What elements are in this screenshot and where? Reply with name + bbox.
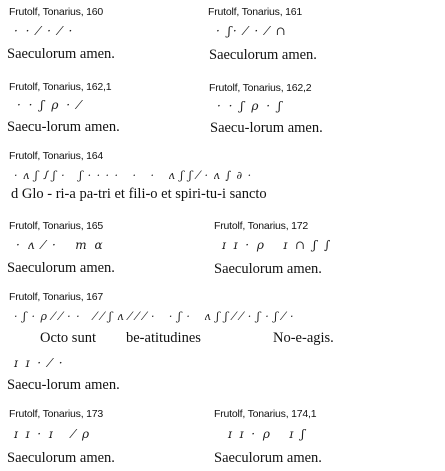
- chant-text: Saeculorum amen.: [7, 450, 115, 466]
- neume-notation: ɪ ɪ · ɪ ⁄ ρ: [14, 427, 92, 441]
- source-label: Frutolf, Tonarius, 167: [9, 291, 104, 303]
- chant-text: Saeculorum amen.: [7, 260, 115, 276]
- source-label: Frutolf, Tonarius, 172: [214, 220, 309, 232]
- chant-text: Saeculorum amen.: [214, 261, 322, 277]
- chant-text: d Glo - ri-a pa-tri et fili-o et spiri-tu-i sancto: [11, 186, 267, 202]
- neume-notation: · ʃ · ρ ⁄ ⁄ · · ⁄ ⁄ ʃ ʌ ⁄ ⁄ ⁄ · · ʃ · ʌ ʃ ʃ ⁄ ⁄ · ʃ · ʃ ⁄ ·: [14, 310, 295, 323]
- source-label: Frutolf, Tonarius, 160: [9, 6, 104, 18]
- neume-notation: · ʌ ⁄ · m ɑ: [16, 238, 105, 252]
- neume-notation: · ʃ· ⁄ · ⁄ ∩: [216, 24, 288, 38]
- neume-notation: ɪ ɪ · ρ ɪ ʃ: [228, 427, 307, 441]
- source-label: Frutolf, Tonarius, 173: [9, 408, 104, 420]
- chant-text: Saeculorum amen.: [214, 450, 322, 466]
- neume-notation: · · ʃ ρ · ʃ: [217, 99, 284, 113]
- neume-notation: · · ʃ ρ · ⁄: [17, 98, 82, 112]
- chant-text: Saeculorum amen.: [7, 46, 115, 62]
- source-label: Frutolf, Tonarius, 174,1: [214, 408, 317, 420]
- source-label: Frutolf, Tonarius, 162,1: [9, 81, 112, 93]
- chant-text: Saecu-lorum amen.: [7, 119, 120, 135]
- neume-notation: · · ⁄ · ⁄ ·: [14, 24, 75, 38]
- chant-text: Saecu-lorum amen.: [210, 120, 323, 136]
- chant-text: Saecu-lorum amen.: [7, 377, 120, 393]
- chant-text: Octo sunt: [40, 330, 96, 346]
- source-label: Frutolf, Tonarius, 164: [9, 150, 104, 162]
- neume-notation: ɪ ɪ · ρ ɪ ∩ ʃ ∫: [222, 238, 333, 252]
- chant-text: Saeculorum amen.: [209, 47, 317, 63]
- neume-notation: ɪ ɪ · ⁄ ·: [14, 356, 65, 370]
- chant-text: No-e-agis.: [273, 330, 334, 346]
- chant-text: be-atitudines: [126, 330, 201, 346]
- source-label: Frutolf, Tonarius, 165: [9, 220, 104, 232]
- neume-notation: · ʌ ʃ ꭍ ʃ · ʃ · · · · · · ʌ ʃ ʃ ⁄ · ʌ ∫ ∂ ·: [14, 169, 253, 182]
- source-label: Frutolf, Tonarius, 162,2: [209, 82, 312, 94]
- source-label: Frutolf, Tonarius, 161: [208, 6, 303, 18]
